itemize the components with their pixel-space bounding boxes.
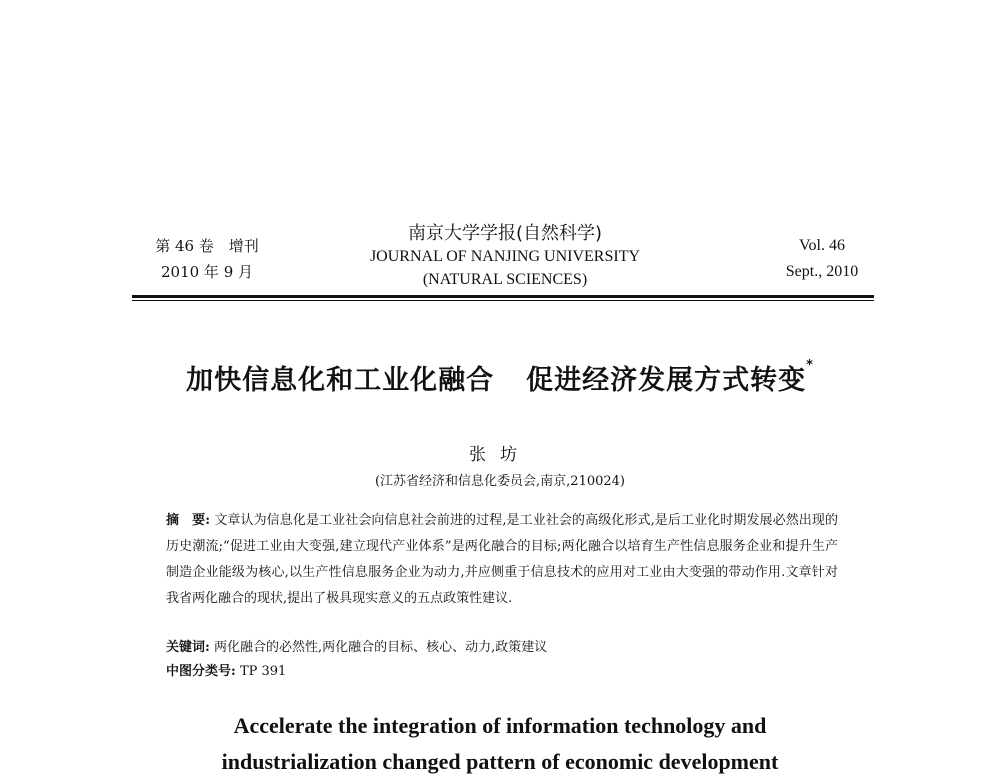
author-affiliation: (江苏省经济和信息化委员会,南京,210024) [374, 474, 626, 489]
volume-en: Vol. 46 [799, 237, 845, 254]
title-footnote-mark: * [806, 358, 814, 373]
keywords-label: 关键词: [166, 640, 210, 655]
journal-masthead [320, 222, 690, 291]
abstract [166, 508, 838, 612]
clc-label: 中图分类号: [166, 664, 236, 679]
volume-cn: 第 46 卷 增刊 [155, 237, 259, 255]
header-volume-info-en [762, 233, 882, 285]
abstract-text: 文章认为信息化是工业社会向信息社会前进的过程,是工业社会的高级化形式,是后工业化时期发展必然出现的历史潮流;“促进工业由大变强,建立现代产业体系”是两化融合的目标;两化融合以培育生产性信息服务企业和提升生产制造企业能级为核心,以生产性信息服务企业为动力,并应侧重于信息技术的应用对工业由大变强的带动作用.文章针对我省两化融合的现状,提出了极具现实意义的五点政策性建议. [166, 513, 838, 606]
english-title-line-1: Accelerate the integration of information technology and [233, 713, 767, 738]
title-part-1: 加快信息化和工业化融合 [186, 365, 495, 396]
abstract-label: 摘 要: [166, 513, 211, 528]
english-title-line-2: industrialization changed pattern of economic development [221, 749, 779, 774]
date-en: Sept., 2010 [785, 263, 859, 280]
title-part-2: 促进经济发展方式转变 [526, 365, 807, 396]
article-title [0, 358, 1000, 397]
journal-name-en: JOURNAL OF NANJING UNIVERSITY [369, 248, 641, 265]
english-title [0, 708, 1000, 780]
keywords-text: 两化融合的必然性,两化融合的目标、核心、动力,政策建议 [213, 640, 548, 655]
journal-name-cn: 南京大学学报(自然科学) [407, 223, 603, 244]
clc-text: TP 391 [239, 664, 287, 679]
header-rule-thick [132, 295, 874, 298]
author-name: 张坊 [469, 445, 531, 465]
date-cn: 2010 年 9 月 [160, 263, 254, 281]
header-volume-info [137, 233, 277, 285]
header-rule-thin [132, 300, 874, 301]
classification-number [166, 660, 838, 684]
journal-subtitle-en: (NATURAL SCIENCES) [422, 271, 588, 288]
keywords [166, 636, 838, 660]
